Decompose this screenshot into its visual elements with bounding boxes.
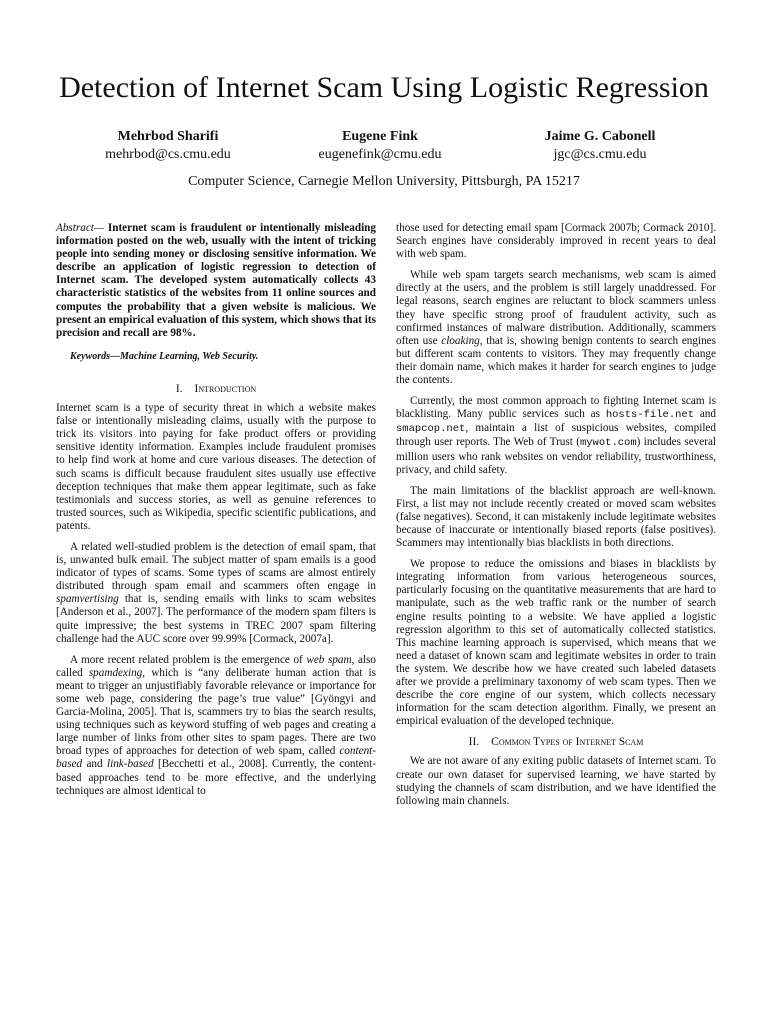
text: A more recent related problem is the emergence of (70, 653, 307, 666)
text: that is, sending emails with links to scam websites [Anderson et al., 2007]. The performance of the modern spam filters is quite impressive; the best systems in TREC 2007 spam filtering challenge had the AUC score over 99.99% [Cormack, 2007a]. (56, 593, 376, 645)
intro-paragraph-1: Internet scam is a type of security threat in which a website makes false or intentionally misleading claims, usually with the purpose to trick its visitors into paying for fake product offers or providing sensitive identity information. Examples include fraudulent promises to help find work at home and cure various diseases. The detection of such scams is difficult because fraudulent sites usually use effective deception techniques that make them appear legitimate, such as fake testimonials and success stories, as well as genuine references to trusted sources, such as Wikipedia, specific scientific publications, and patents. (56, 402, 376, 532)
emphasis: web spam (306, 653, 352, 666)
left-column (56, 222, 376, 806)
text: ) includes several million users who rank websites on vendor reliability, trustworthiness, privacy, and child safety. (396, 436, 717, 476)
author-name: Jaime G. Cabonell (544, 129, 656, 144)
author-3 (490, 128, 710, 164)
abstract (56, 222, 376, 340)
text: , that is, showing benign contents to search engines but different scam contents to visitors. They may frequently change their domain name, which makes it harder for search engines to judge the contents. (396, 334, 716, 387)
text: and (694, 408, 716, 421)
author-email: mehrbod@cs.cmu.edu (105, 147, 231, 162)
intro-paragraph-7: We propose to reduce the omissions and biases in blacklists by integrating information from various heterogeneous sources, particularly focusing on the quantitative measurements that are hard to manipulate, such as the web traffic rank or the number of search engine results pointing to a website. We have applied a logistic regression algorithm to this set of automatically collected statistics. This machine learning approach is supervised, which means that we need a dataset of known scam and legitimate websites in order to train the system. We describe how we have created such labeled datasets after we provide a preliminary taxonomy of web scam types. Then we describe the core engine of our system, which collects necessary information for the scam detection algorithm. Finally, we present an empirical evaluation of the developed technique. (396, 558, 716, 728)
abstract-lead: Abstract— (56, 222, 104, 234)
author-block (0, 128, 768, 168)
right-column (396, 222, 716, 816)
emphasis: content-based (56, 745, 376, 771)
text: While web spam targets search mechanisms, web scam is aimed directly at the users, and the problem is still largely unaddressed. For legal reasons, search engines are reluctant to block scammers unless they have specific strong proof of fraudulent activity, such as confirmed instances of malware distribution. Additionally, scammers often use (396, 269, 716, 347)
section-title: Common Types of Internet Scam (491, 736, 644, 749)
text: Currently, the most common approach to fighting Internet scam is blacklisting. Many public services such as (396, 395, 716, 421)
author-email: eugenefink@cmu.edu (318, 147, 442, 162)
code-text: smapcop.net (396, 423, 466, 436)
code-text: mywot.com (579, 437, 637, 450)
intro-paragraph-6: The main limitations of the blacklist approach are well-known. First, a list may not include recently created or moved scam websites (false negatives). Second, it can mistakenly include legitimate websites because of inaccurate or intentionally biased reports (false positives). Scammers may intentionally bias blacklists in both directions. (396, 484, 716, 550)
section-heading-introduction (56, 383, 376, 396)
emphasis: cloaking (441, 334, 480, 347)
text: , also called (56, 653, 376, 679)
author-2 (270, 128, 490, 164)
paper-title: Detection of Internet Scam Using Logistic Regression (59, 71, 709, 104)
intro-paragraph-5 (396, 395, 716, 477)
section-title: Introduction (194, 382, 257, 395)
emphasis: link-based (107, 758, 154, 771)
text: A related well-studied problem is the detection of email spam, that is, unwanted bulk email. The subject matter of spam emails is a good indicator of types of scams. Some types of scams are almost entirely distributed through spam email and scammers often engage in (56, 540, 376, 593)
code-text: hosts-file.net (605, 409, 695, 422)
author-name: Mehrbod Sharifi (117, 129, 219, 144)
intro-paragraph-3 (56, 654, 376, 798)
intro-paragraph-2 (56, 541, 376, 646)
intro-paragraph-3-cont: those used for detecting email spam [Cormack 2007b; Cormack 2010]. Search engines have considerably improved in recent years to deal with web spam. (396, 222, 716, 261)
text: , maintain a list of suspicious websites, compiled through user reports. The Web of Trust ( (396, 422, 716, 449)
emphasis: spamdexing (88, 666, 143, 679)
intro-paragraph-4 (396, 269, 716, 387)
section-number: I. (175, 382, 183, 395)
keywords: Keywords—Machine Learning, Web Security. (70, 350, 259, 362)
section-heading-scam-types (396, 736, 716, 749)
author-email: jgc@cs.cmu.edu (553, 147, 647, 162)
abstract-text: Internet scam is fraudulent or intentionally misleading information posted on the web, usually with the intent of tricking people into sending money or disclosing sensitive information. We describe an application of logistic regression to detection of Internet scam. The developed system automatically collects 43 characteristic statistics of the websites from 11 online sources and computes the probability that a given website is malicious. We present an empirical evaluation of this system, which shows that its precision and recall are 98%. (56, 222, 376, 339)
text: [Becchetti et al., 2008]. Currently, the content-based approaches tend to be more effective, and the underlying techniques are almost identical to (56, 758, 377, 797)
text: , which is “any deliberate human action that is meant to trigger an unjustifiably favorable relevance or importance for some web page, considering the page’s true value” [Gyöngyi and Garcia-Molina, 2005]. That is, scammers try to bias the search results, using techniques such as keyword stuffing of web pages and creating a large number of links from other sites to spam pages. There are two broad types of approaches for detection of web spam, called (56, 666, 376, 758)
scam-types-paragraph-1: We are not aware of any exiting public datasets of Internet scam. To create our own dataset for supervised learning, we have started by studying the channels of scam distribution, and we have identified the following main channels. (396, 755, 716, 807)
section-number: II. (468, 736, 480, 749)
affiliation: Computer Science, Carnegie Mellon University, Pittsburgh, PA 15217 (188, 174, 580, 189)
author-1 (58, 128, 278, 164)
emphasis: spamvertising (56, 593, 119, 606)
text: and (82, 758, 107, 771)
author-name: Eugene Fink (342, 129, 418, 144)
